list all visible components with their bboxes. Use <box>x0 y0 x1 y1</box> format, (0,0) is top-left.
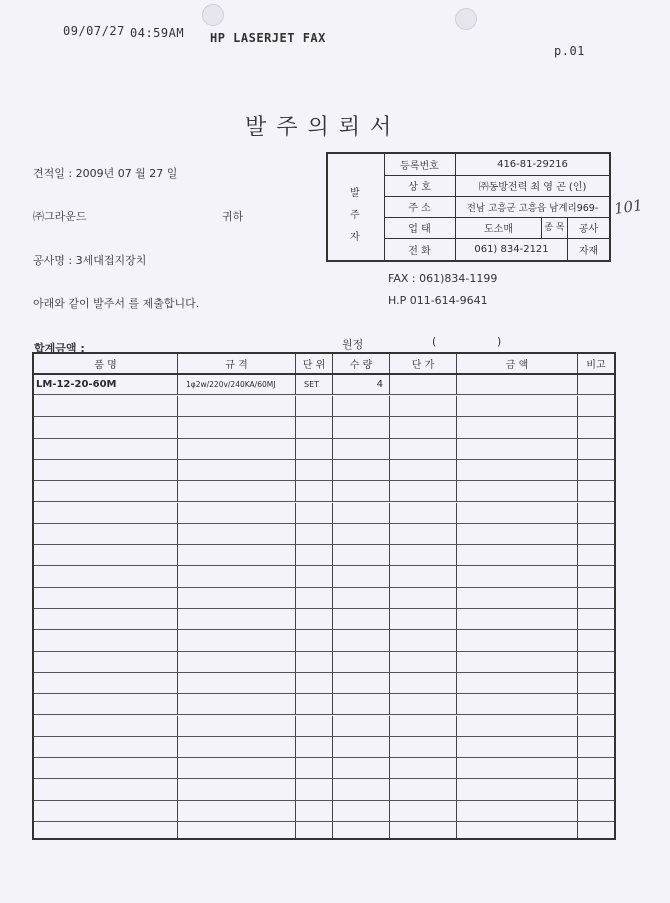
empty-cell <box>578 588 614 608</box>
address-value: 전남 고흥군 고흥읍 남계리969- <box>466 202 599 214</box>
empty-table-row <box>34 801 614 822</box>
empty-cell <box>178 481 296 501</box>
empty-cell <box>178 716 296 736</box>
honorific: 귀하 <box>222 210 244 223</box>
empty-table-row <box>34 673 614 694</box>
cell-unit: SET <box>296 375 333 394</box>
empty-cell <box>457 822 578 838</box>
empty-table-row <box>34 439 614 460</box>
empty-cell <box>457 396 578 416</box>
empty-table-row <box>34 503 614 524</box>
empty-cell <box>333 694 390 714</box>
empty-cell <box>178 524 296 544</box>
side-label-char: 주 <box>350 210 360 221</box>
paren-open: ( <box>432 335 437 348</box>
empty-cell <box>578 652 614 672</box>
empty-cell <box>178 566 296 586</box>
empty-table-row <box>34 779 614 800</box>
header-spec: 규 격 <box>178 354 296 373</box>
empty-cell <box>333 758 390 778</box>
empty-cell <box>333 439 390 459</box>
empty-cell <box>296 524 333 544</box>
page-number: p.01 <box>554 44 585 58</box>
empty-cell <box>390 396 457 416</box>
empty-cell <box>296 673 333 693</box>
empty-cell <box>578 822 614 838</box>
address-label: 주 소 <box>384 196 456 217</box>
phone-value: 061) 834-2121 <box>456 238 568 260</box>
empty-cell <box>578 417 614 437</box>
empty-cell <box>578 566 614 586</box>
empty-cell <box>390 609 457 629</box>
empty-cell <box>390 822 457 838</box>
supplier-row-company <box>384 175 609 197</box>
fax-header-date: 09/07/27 <box>63 24 125 38</box>
empty-cell <box>296 545 333 565</box>
empty-cell <box>333 566 390 586</box>
empty-table-row <box>34 524 614 545</box>
empty-cell <box>34 716 178 736</box>
empty-cell <box>457 503 578 523</box>
table-header-row <box>34 354 614 375</box>
empty-cell <box>333 779 390 799</box>
empty-cell <box>457 779 578 799</box>
empty-cell <box>578 737 614 757</box>
empty-cell <box>390 481 457 501</box>
empty-cell <box>178 630 296 650</box>
empty-cell <box>34 439 178 459</box>
empty-cell <box>457 545 578 565</box>
empty-cell <box>296 694 333 714</box>
empty-cell <box>390 758 457 778</box>
empty-cell <box>34 588 178 608</box>
empty-cell <box>578 396 614 416</box>
empty-cell <box>178 694 296 714</box>
empty-cell <box>390 524 457 544</box>
empty-cell <box>457 716 578 736</box>
empty-cell <box>296 417 333 437</box>
supplier-side-label <box>328 154 385 260</box>
empty-cell <box>34 460 178 480</box>
empty-table-row <box>34 652 614 673</box>
empty-cell <box>178 673 296 693</box>
supplier-row-address <box>384 196 609 218</box>
empty-cell <box>34 779 178 799</box>
empty-cell <box>390 503 457 523</box>
cell-remarks <box>578 375 614 394</box>
table-row <box>34 375 614 395</box>
empty-cell <box>578 673 614 693</box>
empty-cell <box>578 545 614 565</box>
empty-cell <box>178 779 296 799</box>
cell-spec: 1φ2w/220v/240KA/60MJ <box>178 375 296 394</box>
regno-value: 416-81-29216 <box>497 159 568 170</box>
total-amount-label: 합계금액 : <box>34 342 85 355</box>
empty-cell <box>333 630 390 650</box>
empty-cell <box>457 481 578 501</box>
empty-cell <box>333 588 390 608</box>
empty-cell <box>34 652 178 672</box>
empty-cell <box>34 524 178 544</box>
empty-cell <box>457 630 578 650</box>
empty-cell <box>178 801 296 821</box>
empty-cell <box>178 588 296 608</box>
empty-cell <box>296 439 333 459</box>
empty-table-row <box>34 630 614 651</box>
empty-cell <box>457 673 578 693</box>
header-unit: 단 위 <box>296 354 333 373</box>
empty-cell <box>578 694 614 714</box>
empty-cell <box>296 460 333 480</box>
empty-cell <box>457 439 578 459</box>
fax-number: FAX : 061)834-1199 <box>388 272 498 285</box>
empty-cell <box>333 716 390 736</box>
empty-cell <box>34 822 178 838</box>
phone-label: 전 화 <box>384 238 456 260</box>
supplier-row-phone <box>384 238 609 260</box>
empty-cell <box>296 609 333 629</box>
empty-cell <box>34 737 178 757</box>
business-item-value: 공사 <box>578 224 599 235</box>
empty-cell <box>178 439 296 459</box>
empty-cell <box>390 716 457 736</box>
empty-cell <box>390 566 457 586</box>
empty-cell <box>178 545 296 565</box>
empty-cell <box>178 503 296 523</box>
empty-table-row <box>34 694 614 715</box>
empty-cell <box>34 801 178 821</box>
empty-cell <box>333 524 390 544</box>
empty-table-row <box>34 737 614 758</box>
empty-cell <box>333 737 390 757</box>
empty-cell <box>578 758 614 778</box>
project-name: 공사명 : 3세대접지장치 <box>33 254 147 267</box>
empty-cell <box>457 460 578 480</box>
empty-cell <box>457 588 578 608</box>
mobile-number: H.P 011-614-9641 <box>388 294 488 307</box>
empty-cell <box>457 609 578 629</box>
business-type-label: 업 태 <box>384 217 456 238</box>
estimate-date: 견적일 : 2009년 07 월 27 일 <box>33 167 178 180</box>
submit-statement: 아래와 같이 발주서 를 제출합니다. <box>33 297 200 310</box>
header-item-name: 품 명 <box>34 354 178 373</box>
empty-cell <box>390 630 457 650</box>
side-label-char: 자 <box>350 232 360 243</box>
empty-cell <box>34 694 178 714</box>
empty-cell <box>34 503 178 523</box>
empty-cell <box>178 396 296 416</box>
recipient: ㈜그라운드 <box>33 210 87 223</box>
empty-cell <box>457 694 578 714</box>
empty-cell <box>34 545 178 565</box>
empty-cell <box>333 460 390 480</box>
empty-cell <box>390 545 457 565</box>
empty-cell <box>457 524 578 544</box>
empty-cell <box>333 801 390 821</box>
empty-cell <box>333 545 390 565</box>
empty-cell <box>178 758 296 778</box>
empty-table-row <box>34 716 614 737</box>
empty-cell <box>296 588 333 608</box>
empty-cell <box>578 460 614 480</box>
header-remarks: 비고 <box>586 360 606 371</box>
empty-cell <box>333 503 390 523</box>
empty-cell <box>296 630 333 650</box>
business-item-value-2: 자재 <box>578 245 599 257</box>
empty-table-row <box>34 460 614 481</box>
empty-table-row <box>34 822 614 838</box>
empty-table-row <box>34 417 614 438</box>
fax-header-device: HP LASERJET FAX <box>210 31 326 45</box>
empty-cell <box>333 652 390 672</box>
document-title: 발주의뢰서 <box>245 115 402 140</box>
cell-unit-price <box>390 375 457 394</box>
empty-cell <box>333 673 390 693</box>
company-value: ㈜동방전력 최 영 곤 (인) <box>478 182 587 193</box>
fax-header-time: 04:59AM <box>130 26 185 40</box>
empty-cell <box>390 694 457 714</box>
empty-cell <box>333 822 390 838</box>
empty-cell <box>457 737 578 757</box>
company-label: 상 호 <box>384 175 456 196</box>
empty-table-row <box>34 481 614 502</box>
empty-table-row <box>34 609 614 630</box>
empty-cell <box>34 396 178 416</box>
header-amount: 금 액 <box>457 354 578 373</box>
empty-table-row <box>34 588 614 609</box>
business-item-label: 종 목 <box>542 217 568 238</box>
empty-cell <box>34 566 178 586</box>
empty-cell <box>178 822 296 838</box>
header-quantity: 수 량 <box>333 354 390 373</box>
empty-cell <box>296 758 333 778</box>
regno-label: 등록번호 <box>384 154 456 175</box>
cell-quantity: 4 <box>333 375 390 394</box>
empty-cell <box>390 652 457 672</box>
empty-cell <box>178 609 296 629</box>
empty-cell <box>457 566 578 586</box>
header-unit-price: 단 가 <box>390 354 457 373</box>
empty-cell <box>296 737 333 757</box>
empty-cell <box>296 566 333 586</box>
empty-cell <box>296 481 333 501</box>
empty-cell <box>390 588 457 608</box>
empty-cell <box>578 524 614 544</box>
empty-cell <box>390 779 457 799</box>
empty-cell <box>34 417 178 437</box>
empty-cell <box>390 439 457 459</box>
empty-table-row <box>34 566 614 587</box>
empty-cell <box>178 737 296 757</box>
empty-cell <box>178 460 296 480</box>
supplier-row-business <box>384 217 609 239</box>
punch-hole-right <box>455 8 477 30</box>
empty-cell <box>333 481 390 501</box>
empty-cell <box>390 801 457 821</box>
empty-cell <box>34 758 178 778</box>
empty-cell <box>34 481 178 501</box>
empty-table-row <box>34 396 614 417</box>
empty-cell <box>578 630 614 650</box>
empty-table-row <box>34 545 614 566</box>
cell-item-name: LM-12-20-60M <box>34 375 178 394</box>
handwritten-note: 101 <box>612 196 644 218</box>
empty-cell <box>333 609 390 629</box>
supplier-info-box <box>326 152 611 262</box>
empty-cell <box>390 737 457 757</box>
empty-cell <box>34 630 178 650</box>
empty-cell <box>34 673 178 693</box>
paren-close: ) <box>497 335 502 348</box>
empty-cell <box>390 673 457 693</box>
empty-cell <box>296 779 333 799</box>
empty-cell <box>390 417 457 437</box>
order-table <box>32 352 616 840</box>
empty-cell <box>34 609 178 629</box>
empty-cell <box>457 652 578 672</box>
empty-cell <box>333 396 390 416</box>
empty-cell <box>578 503 614 523</box>
empty-cell <box>578 481 614 501</box>
empty-cell <box>178 652 296 672</box>
empty-cell <box>578 716 614 736</box>
empty-cell <box>296 716 333 736</box>
empty-cell <box>178 417 296 437</box>
empty-cell <box>457 801 578 821</box>
empty-table-row <box>34 758 614 779</box>
cell-amount <box>457 375 578 394</box>
supplier-row-regno <box>384 154 609 176</box>
empty-cell <box>296 503 333 523</box>
empty-cell <box>296 652 333 672</box>
empty-cell <box>333 417 390 437</box>
empty-cell <box>578 801 614 821</box>
empty-cell <box>578 609 614 629</box>
empty-cell <box>296 822 333 838</box>
punch-hole-left <box>202 4 224 26</box>
empty-cell <box>296 396 333 416</box>
empty-cell <box>457 758 578 778</box>
won-label: 원정 <box>342 338 364 351</box>
side-label-char: 발 <box>350 188 360 199</box>
business-type-value: 도소매 <box>456 217 542 238</box>
empty-cell <box>578 779 614 799</box>
empty-cell <box>296 801 333 821</box>
empty-cell <box>457 417 578 437</box>
empty-cell <box>390 460 457 480</box>
empty-cell <box>578 439 614 459</box>
